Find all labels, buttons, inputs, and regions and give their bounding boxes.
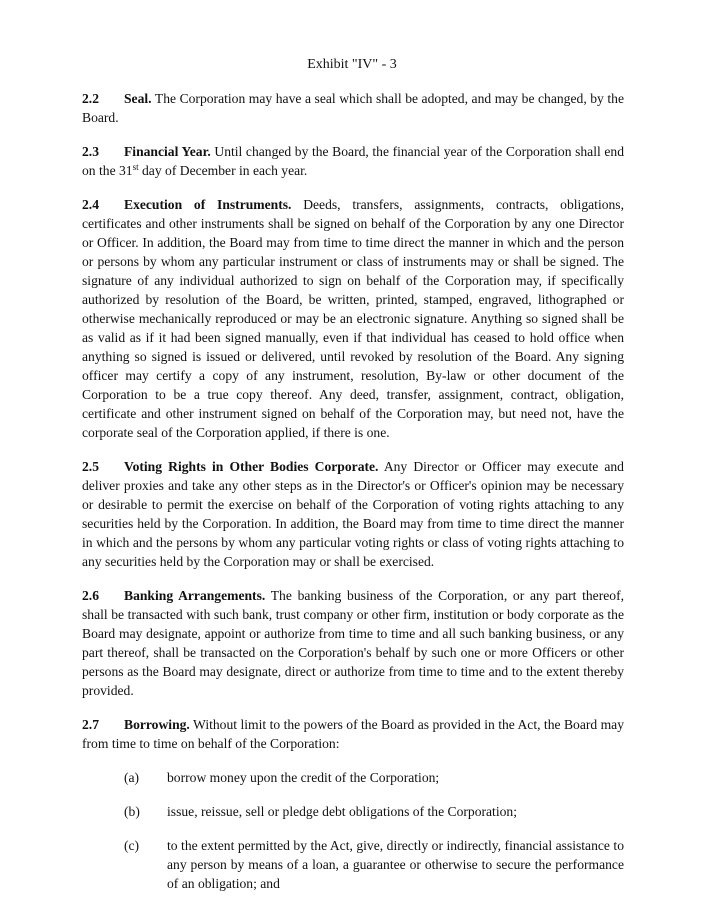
section-number: 2.5 <box>82 459 99 474</box>
section-text: The Corporation may have a seal which shall be adopted, and may be changed, by the Board. <box>82 91 624 125</box>
section-text: Until changed by the Board, the financial year of the Corporation shall end on the 31 <box>82 144 624 178</box>
section-2-5 <box>82 457 624 571</box>
list-marker: (a) <box>124 770 140 785</box>
section-heading: Banking Arrangements. <box>124 588 266 603</box>
list-item-b <box>82 802 624 821</box>
section-heading: Voting Rights in Other Bodies Corporate. <box>124 459 379 474</box>
section-2-2 <box>82 89 624 127</box>
section-number: 2.6 <box>82 588 99 603</box>
list-item-text: to the extent permitted by the Act, give, directly or indirectly, financial assistance to any person by means of a loan, a guarantee or otherwise to secure the performance of an obligation; and <box>167 838 624 891</box>
list-item-text: borrow money upon the credit of the Corporation; <box>167 770 440 785</box>
list-marker: (c) <box>124 838 140 853</box>
section-2-6 <box>82 586 624 700</box>
section-number: 2.4 <box>82 197 99 212</box>
section-heading: Financial Year. <box>124 144 211 159</box>
section-2-4 <box>82 195 624 442</box>
section-number: 2.7 <box>82 717 99 732</box>
list-marker: (b) <box>124 804 140 819</box>
section-heading: Seal. <box>124 91 152 106</box>
section-text: Any Director or Officer may execute and deliver proxies and take any other steps as in the Director's or Officer's opinion may be necessary or desirable to permit the exercise on behalf of the Corporation of voting rights attaching to any securities held by the Corporation. In addition, the Board may from time to time direct the manner in which and the persons by whom any particular voting rights or class of voting rights attaching to any securities held by the Corporation may or shall be exercised. <box>82 459 624 569</box>
section-2-7 <box>82 715 624 753</box>
section-text-cont: day of December in each year. <box>138 163 308 178</box>
section-2-3 <box>82 142 624 180</box>
section-number: 2.2 <box>82 91 99 106</box>
section-number: 2.3 <box>82 144 99 159</box>
document-body <box>82 89 624 908</box>
section-heading: Execution of Instruments. <box>124 197 292 212</box>
list-item-text: issue, reissue, sell or pledge debt obligations of the Corporation; <box>167 804 517 819</box>
section-heading: Borrowing. <box>124 717 190 732</box>
page-header: Exhibit "IV" - 3 <box>307 57 397 72</box>
ordinal-suffix: st <box>132 162 139 172</box>
section-text: The banking business of the Corporation, or any part thereof, shall be transacted with such bank, trust company or other firm, institution or body corporate as the Board may designate, appoint or authorize from time to time and all such banking business, or any part thereof, shall be transacted on the Corporation's behalf by such one or more Officers or other persons as the Board may designate, direct or authorize from time to time and to the extent thereby provided. <box>82 588 624 698</box>
list-item-a <box>82 768 624 787</box>
section-text: Deeds, transfers, assignments, contracts, obligations, certificates and other instruments shall be signed on behalf of the Corporation by any one Director or Officer. In addition, the Board may from time to time direct the manner in which and the person or persons by whom any particular instrument or class of instruments may or shall be signed. The signature of any individual authorized to sign on behalf of the Corporation may, if specifically authorized by resolution of the Board, be written, printed, stamped, engraved, lithographed or otherwise mechanically reproduced or may be an electronic signature. Anything so signed shall be as valid as if it had been signed manually, even if that individual has ceased to hold office when anything so signed is issued or delivered, until revoked by resolution of the Board. Any signing officer may certify a copy of any instrument, resolution, By-law or other document of the Corporation to be a true copy thereof. Any deed, transfer, assignment, contract, obligation, certificate and other instrument signed on behalf of the Corporation may, but need not, have the corporate seal of the Corporation applied, if there is one. <box>82 197 624 440</box>
list-item-c <box>82 836 624 893</box>
section-text: Without limit to the powers of the Board as provided in the Act, the Board may from time to time on behalf of the Corporation: <box>82 717 625 751</box>
